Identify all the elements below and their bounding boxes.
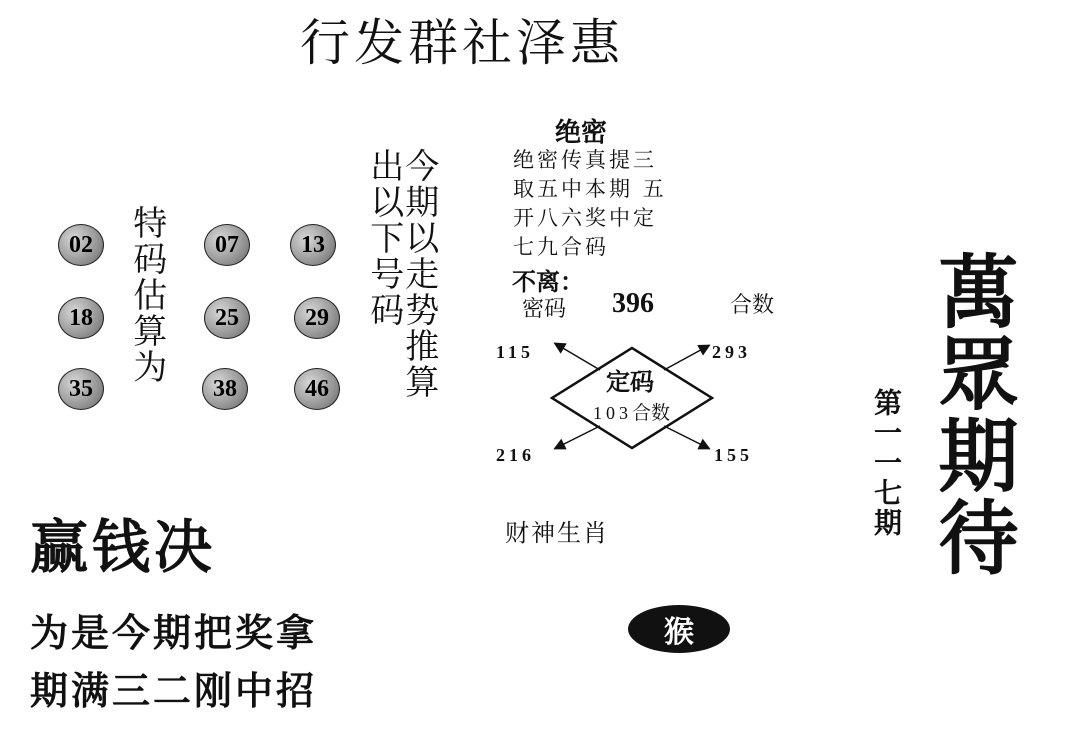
secret-line: 七九合码 <box>513 235 609 259</box>
number-ball: 35 <box>58 368 104 410</box>
buli-label: 不离： <box>512 268 584 296</box>
arrow-bottom-left <box>556 426 600 448</box>
number-ball: 29 <box>294 297 340 339</box>
arrow-bottom-right <box>664 426 708 448</box>
ding-ma-value: 103 <box>593 403 632 423</box>
number-ball: 02 <box>58 224 104 266</box>
corner-number-bottom-right: 155 <box>714 445 753 465</box>
mima-value: 396 <box>612 288 654 319</box>
ding-ma-title: 定码 <box>606 368 654 396</box>
corner-number-bottom-left: 216 <box>496 445 535 465</box>
corner-number-top-right: 293 <box>712 342 751 362</box>
win-title: 赢钱决 <box>30 513 217 581</box>
zodiac-badge: 猴 <box>628 605 730 653</box>
ding-ma-value-line <box>593 398 670 425</box>
number-ball: 13 <box>290 224 336 266</box>
special-code-label: 特码估算为 <box>126 205 167 385</box>
arrow-top-left <box>556 344 600 370</box>
number-ball: 18 <box>58 297 104 339</box>
arrow-top-right <box>664 346 708 370</box>
mima-label: 密码 <box>522 297 567 322</box>
number-ball: 46 <box>294 368 340 410</box>
number-ball: 38 <box>202 368 248 410</box>
number-ball: 25 <box>204 297 250 339</box>
secret-title: 绝密 <box>555 118 608 148</box>
number-ball: 07 <box>204 224 250 266</box>
poem-line: 期满三二刚中招 <box>30 668 318 713</box>
trend-text-second-column: 出以下号码 <box>363 148 404 328</box>
ding-ma-suffix: 合数 <box>632 402 671 424</box>
secret-line: 取五中本期 五 <box>513 177 667 201</box>
caishen-label: 财神生肖 <box>505 519 609 547</box>
page-title: 行发群社泽惠 <box>300 14 624 72</box>
corner-number-top-left: 115 <box>496 342 535 362</box>
secret-line: 开八六奖中定 <box>513 206 657 230</box>
heshu-label: 合数 <box>730 293 775 318</box>
poem-line: 为是今期把奖拿 <box>30 610 318 655</box>
trend-text-first-column: 今期以走势推算 <box>398 148 439 400</box>
wish-text: 萬眾期待 <box>925 250 1019 578</box>
secret-line: 绝密传真提三 <box>513 148 657 172</box>
issue-number: 第一一七期 <box>870 388 903 538</box>
